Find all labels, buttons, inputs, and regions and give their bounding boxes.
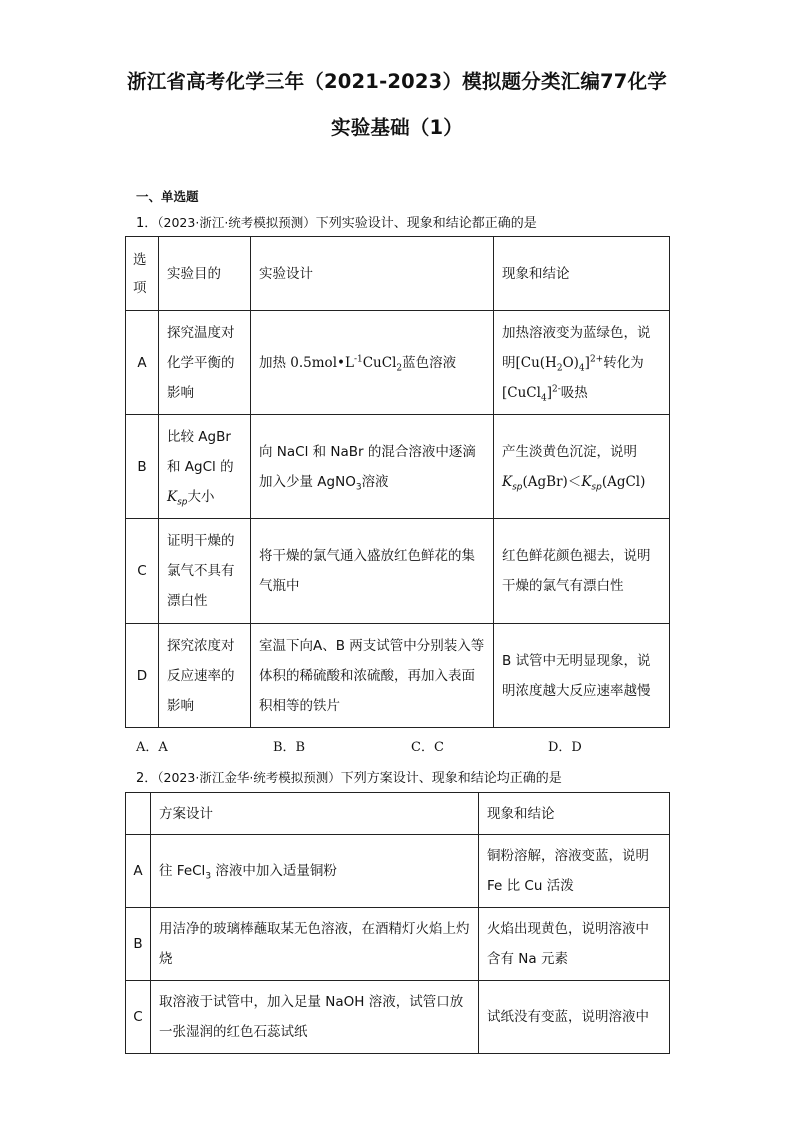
- design-cell: [251, 415, 494, 519]
- purpose-cell: 探究浓度对反应速率的影响: [159, 624, 251, 728]
- design-cell: 室温下向A、B 两支试管中分别装入等体积的稀硫酸和浓硫酸，再加入表面积相等的铁片: [251, 624, 494, 728]
- text-run: ]: [546, 384, 552, 401]
- result-cell: [494, 311, 670, 415]
- document-title-line2: 实验基础（1）: [331, 116, 463, 139]
- table-header-row: [126, 793, 670, 835]
- table-row: [126, 908, 670, 981]
- design-cell: [151, 835, 479, 908]
- header-cell: 方案设计: [151, 793, 479, 835]
- text-run: K: [167, 488, 178, 505]
- text-run: 溶液: [361, 473, 389, 490]
- text-run: (AgBr)＜: [522, 473, 582, 490]
- result-cell: B 试管中无明显现象，说明浓度越大反应速率越慢: [494, 624, 670, 728]
- question-text: 下列方案设计、现象和结论均正确的是: [340, 771, 562, 786]
- text-run: (AgCl): [601, 473, 646, 490]
- table-row: [126, 415, 670, 519]
- question-1-stem: [136, 212, 537, 231]
- question-text: 下列实验设计、现象和结论都正确的是: [315, 216, 537, 231]
- option-label: C: [126, 519, 159, 624]
- superscript: -1: [353, 354, 363, 364]
- question-2-table: [125, 792, 670, 1054]
- design-cell: 用洁净的玻璃棒蘸取某无色溶液，在酒精灯火焰上灼烧: [151, 908, 479, 981]
- answer-option-b[interactable]: B．B: [273, 740, 306, 755]
- purpose-cell: [159, 415, 251, 519]
- text-run: 加热 0.5mol•L: [259, 354, 354, 371]
- table-row: [126, 981, 670, 1054]
- text-run: 加热溶液变为蓝绿色，说明[Cu(H: [502, 324, 651, 371]
- header-cell: 现象和结论: [494, 237, 670, 311]
- subscript: sp: [591, 482, 602, 493]
- question-source: （2023·浙江·统考模拟预测）: [157, 215, 316, 230]
- text-run: CuCl: [362, 354, 397, 371]
- result-cell: 红色鲜花颜色褪去，说明干燥的氯气有漂白性: [494, 519, 670, 624]
- header-cell: [126, 793, 151, 835]
- text-run: O): [562, 354, 579, 371]
- design-cell: [251, 311, 494, 415]
- question-source: （2023·浙江金华·统考模拟预测）: [157, 770, 341, 785]
- header-cell: 选项: [126, 237, 159, 311]
- option-label: A: [126, 835, 151, 908]
- result-cell: 火焰出现黄色，说明溶液中含有 Na 元素: [479, 908, 670, 981]
- option-label: B: [126, 908, 151, 981]
- text-run: 比较 AgBr 和 AgCl 的: [167, 428, 234, 475]
- text-run: 往 FeCl: [159, 863, 206, 879]
- design-cell: 取溶液于试管中，加入足量 NaOH 溶液，试管口放一张湿润的红色石蕊试纸: [151, 981, 479, 1054]
- result-cell: [494, 415, 670, 519]
- result-cell: 铜粉溶解，溶液变蓝，说明 Fe 比 Cu 活泼: [479, 835, 670, 908]
- question-number: 2．: [136, 771, 158, 786]
- option-label: A: [126, 311, 159, 415]
- answer-options: [136, 736, 696, 756]
- text-run: K: [581, 473, 592, 490]
- answer-option-a[interactable]: A．A: [136, 740, 168, 755]
- option-label: B: [126, 415, 159, 519]
- text-run: 转化为[CuCl: [502, 354, 644, 401]
- text-run: 蓝色溶液: [402, 354, 457, 371]
- header-cell: 实验设计: [251, 237, 494, 311]
- purpose-cell: 探究温度对化学平衡的影响: [159, 311, 251, 415]
- table-header-row: [126, 237, 670, 311]
- option-label: D: [126, 624, 159, 728]
- header-cell: 实验目的: [159, 237, 251, 311]
- subscript: 3: [355, 482, 362, 493]
- purpose-cell: 证明干燥的氯气不具有漂白性: [159, 519, 251, 624]
- text-run: 溶液中加入适量铜粉: [211, 863, 337, 879]
- design-cell: 将干燥的氯气通入盛放红色鲜花的集气瓶中: [251, 519, 494, 624]
- table-row: [126, 624, 670, 728]
- header-cell: 现象和结论: [479, 793, 670, 835]
- option-label: C: [126, 981, 151, 1054]
- text-run: K: [502, 473, 513, 490]
- table-row: [126, 519, 670, 624]
- subscript: 4: [578, 363, 585, 374]
- superscript: 2-: [551, 384, 561, 394]
- section-heading: 一、单选题: [136, 189, 199, 204]
- subscript: 2: [556, 363, 563, 374]
- subscript: 4: [540, 393, 547, 404]
- answer-option-d[interactable]: D．D: [548, 740, 582, 755]
- text-run: ]: [584, 354, 590, 371]
- text-run: 大小: [187, 488, 215, 505]
- superscript: 2+: [589, 354, 604, 364]
- answer-option-c[interactable]: C．C: [411, 740, 444, 755]
- question-2-stem: [136, 767, 562, 786]
- text-run: 向 NaCl 和 NaBr 的混合溶液中逐滴加入少量 AgNO: [259, 443, 476, 490]
- question-number: 1．: [136, 216, 158, 231]
- subscript: 2: [396, 363, 403, 374]
- text-run: 吸热: [560, 384, 588, 401]
- text-run: 产生淡黄色沉淀，说明: [502, 443, 637, 460]
- table-row: [126, 835, 670, 908]
- subscript: sp: [177, 497, 188, 508]
- subscript: 3: [205, 871, 212, 882]
- document-title-line1: 浙江省高考化学三年（2021-2023）模拟题分类汇编77化学: [127, 70, 667, 93]
- result-cell: 试纸没有变蓝，说明溶液中: [479, 981, 670, 1054]
- table-row: [126, 311, 670, 415]
- subscript: sp: [512, 482, 523, 493]
- question-1-table: [125, 236, 670, 728]
